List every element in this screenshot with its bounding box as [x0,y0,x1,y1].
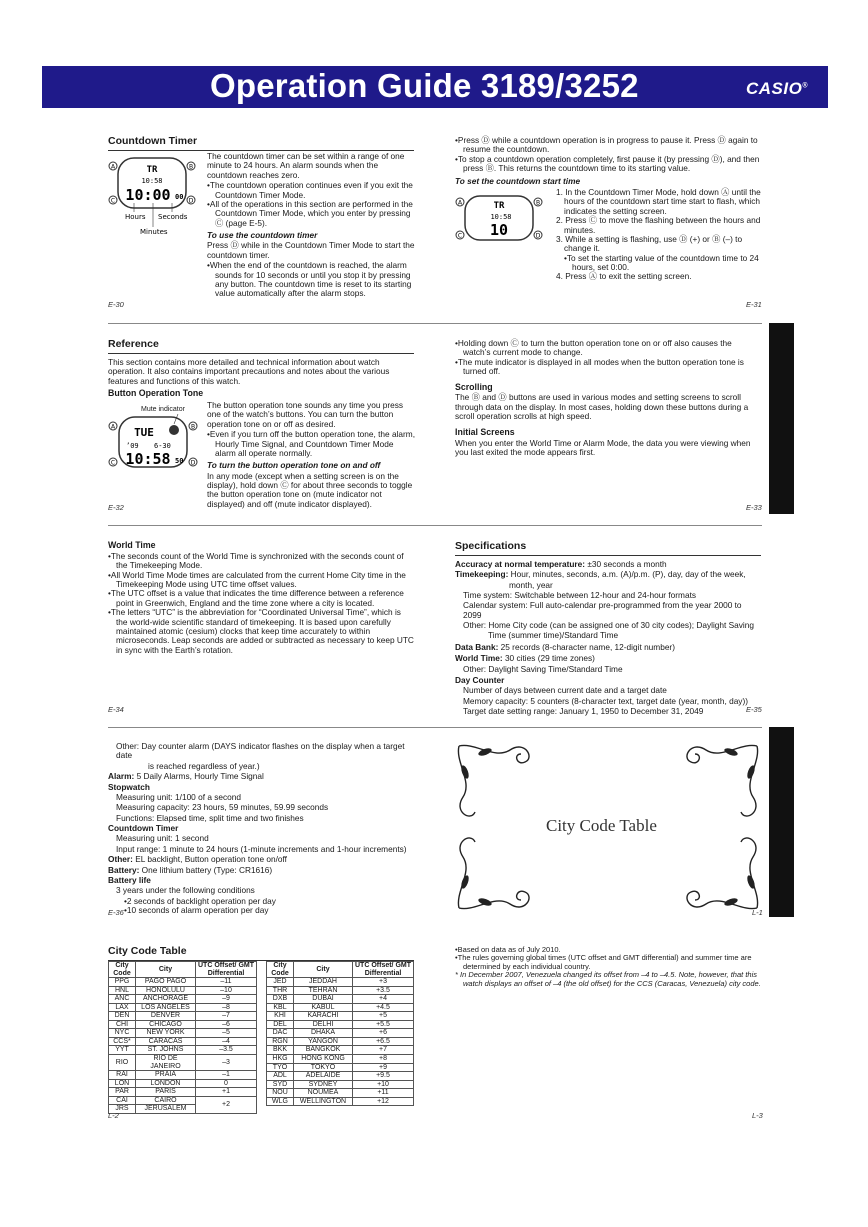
use-countdown-text: Press Ⓓ while in the Countdown Timer Mode to start the countdown timer. [207,240,415,260]
page-number: L-3 [752,1111,763,1120]
table-row [267,1046,414,1055]
svg-text:10:58: 10:58 [141,177,163,185]
brand-logo [746,79,808,98]
table-cell: WELLINGTON [294,1097,353,1106]
divider [108,727,762,728]
city-code-table-cover-title: City Code Table [546,816,657,835]
column-header: City [136,962,196,978]
reference-section [108,339,414,400]
stopwatch-line: Measuring unit: 1/100 of a second [116,791,241,802]
table-cell: RAI [109,1071,136,1080]
table-cell: CHI [109,1020,136,1029]
set-countdown-steps [556,188,762,283]
svg-text:TR: TR [493,201,505,211]
table-cell: JERUSALEM [136,1105,196,1114]
specifications-title: Specifications [455,541,761,556]
countdown-spec-line: Measuring unit: 1 second [116,833,209,844]
page-title: Operation Guide 3189/3252 [210,67,639,104]
sub-bullets [556,254,762,273]
table-row [109,1046,257,1055]
battery-life-label: Battery life [108,874,151,885]
page-number: E-36 [108,908,124,917]
list-item: • The seconds count of the World Time is synchronized with the seconds count of the Timekeeping Mode. [108,552,414,571]
alarm-value: 5 Daily Alarms, Hourly Time Signal [134,771,264,782]
brand-mark: ® [802,82,808,90]
svg-text:10:00: 10:00 [125,186,171,204]
table-cell: NYC [109,1029,136,1038]
tone-text: The button operation tone sounds any time you press one of the watch’s buttons. You can turn the button operation tone on or off as desired. [207,400,404,429]
table-row [267,978,414,987]
table-cell: CAIRO [136,1096,196,1105]
city-table-right [266,961,414,1106]
table-cell: NOUMEA [294,1089,353,1098]
city-code-table-title: City Code Table [108,946,414,961]
specifications-section [455,541,761,717]
svg-text:Seconds: Seconds [158,213,188,221]
table-cell: CAI [109,1096,136,1105]
table-row [109,995,257,1004]
table-cell: SYDNEY [294,1080,353,1089]
table-cell: THR [267,986,294,995]
specifications-continued [108,742,418,915]
page-number: E-32 [108,503,124,512]
table-cell: DAC [267,1029,294,1038]
table-cell: ADELAIDE [294,1072,353,1081]
table-cell: HONOLULU [136,986,196,995]
list-item: • All World Time Mode times are calculated from the current Home City time in the Timekeeping Mode using UTC time offset values. [108,571,414,590]
svg-text:B: B [188,163,194,171]
table-cell: KBL [267,1003,294,1012]
turn-tone-title: To turn the button operation tone on and off [207,460,381,471]
watch-mode-text: TR [146,165,158,175]
section-tab [769,323,794,514]
svg-text:D: D [190,459,196,467]
table-cell: LONDON [136,1079,196,1088]
timekeeping-label: Timekeeping: [455,569,509,580]
battery-label: Battery: [108,864,140,875]
table-row [109,1012,257,1021]
table-cell: DEN [109,1012,136,1021]
steps-list [556,188,762,254]
timekeeping-cont: month, year [509,579,553,590]
list-item: • When the end of the countdown is reached, the alarm sounds for 10 seconds or until you stop it by pressing any button. The countdown time is reset to its starting value automatically after the alarm stops. [207,261,415,299]
city-table-notes [455,946,761,989]
column-header: City [294,962,353,978]
list-item: • 10 seconds of alarm operation per day [124,906,418,915]
table-row [109,1055,257,1071]
svg-text:50: 50 [175,457,184,465]
table-row [109,1071,257,1080]
table-row [267,1089,414,1098]
svg-text:6-30: 6-30 [154,442,171,450]
countdown-intro: The countdown timer can be set within a range of one minute to 24 hours. An alarm sounds when the countdown reaches zero. [207,151,405,180]
table-cell: NOU [267,1089,294,1098]
table-row [109,1003,257,1012]
list-item: • The countdown operation continues even if you exit the Countdown Timer Mode. [207,181,415,200]
countdown-title: Countdown Timer [108,136,414,151]
table-row [267,1012,414,1021]
table-row [267,995,414,1004]
table-cell: JEDDAH [294,978,353,987]
city-table-left [108,961,257,1114]
table-cell: –4 [196,1037,257,1046]
svg-text:10:58: 10:58 [490,213,512,221]
table-row [109,1079,257,1088]
table-cell: +9 [353,1063,414,1072]
list-item: • The letters “UTC” is the abbreviation for “Coordinated Universal Time”, which is the world-wide scientific standard of timekeeping. It is based upon carefully maintained atomic (cesium) clocks that keep time accurately to within microseconds. Leap seconds are added or subtracted as necessary to keep UTC in sync with the Earth’s rotation. [108,608,414,655]
countdown-spec-line: Input range: 1 minute to 24 hours (1-minute increments and 1-hour increments) [116,843,407,854]
svg-text:00: 00 [175,193,184,201]
table-row [267,1097,414,1106]
reference-intro: This section contains more detailed and technical information about watch operation. It also contains important precautions and notes about the various features and functions of this watch. [108,356,390,386]
table-cell: PRAIA [136,1071,196,1080]
column-header: UTC Offset/ GMT Differential [196,962,257,978]
table-cell: –7 [196,1012,257,1021]
timekeeping-other: Other: Home City code (can be assigned one of 30 city codes); Daylight Saving [463,620,755,631]
calendar-system: Calendar system: Full auto-calendar pre-programmed from the year 2000 to 2099 [463,600,742,620]
column-header: City Code [109,962,136,978]
table-cell: NEW YORK [136,1029,196,1038]
table-cell: +12 [353,1097,414,1106]
page-number: E-35 [746,705,762,714]
table-cell: +6 [353,1029,414,1038]
table-cell: +4.5 [353,1003,414,1012]
table-cell: HKG [267,1055,294,1064]
world-time-section [108,541,414,655]
svg-text:D: D [535,232,541,240]
table-cell: BKK [267,1046,294,1055]
table-row [267,1037,414,1046]
countdown-set-watch-illustration [455,194,543,244]
table-cell: ANC [109,995,136,1004]
svg-text:A: A [110,163,116,171]
battery-life-bullets [108,897,418,916]
battery-life-line: 3 years under the following conditions [116,885,255,896]
step-item: 3. While a setting is flashing, use Ⓓ (+) or Ⓑ (–) to change it. [556,233,743,254]
table-cell: –3 [196,1055,257,1071]
svg-text:Hours: Hours [125,213,146,221]
table-cell: CHICAGO [136,1020,196,1029]
table-cell: +1 [196,1088,257,1097]
table-cell: +11 [353,1089,414,1098]
table-cell: RIO DE JANEIRO [136,1055,196,1071]
table-row [109,1020,257,1029]
table-cell: +5 [353,1012,414,1021]
day-counter-line: Number of days between current date and a target date [463,685,667,696]
reference-title: Reference [108,339,414,354]
table-cell: LAX [109,1003,136,1012]
countdown2-bullets [455,136,761,174]
table-cell: PAGO PAGO [136,978,196,987]
table-cell: –6 [196,1020,257,1029]
day-counter-alarm-cont: is reached regardless of year.) [148,760,260,771]
step-item: 2. Press Ⓒ to move the flashing between the hours and minutes. [556,215,761,235]
table-cell: –8 [196,1003,257,1012]
table-cell: CCS* [109,1037,136,1046]
table-cell: PPG [109,978,136,987]
divider [108,323,762,324]
list-item: • 2 seconds of backlight operation per day [124,897,418,906]
tone-title: Button Operation Tone [108,387,204,398]
table-cell: RIO [109,1055,136,1071]
table-row [267,1063,414,1072]
table-cell: TYO [267,1063,294,1072]
countdown-watch-illustration [108,154,198,240]
svg-text:10:58: 10:58 [125,450,171,468]
scrolling-text: The Ⓑ and Ⓓ buttons are used in various modes and setting screens to scroll through data on the display. In most cases, holding down these buttons during a scroll operation scrolls at high speed. [455,392,749,422]
day-counter-label: Day Counter [455,674,505,685]
table-cell: +3 [353,978,414,987]
table-cell: +7 [353,1046,414,1055]
list-item: • Holding down Ⓒ to turn the button operation tone on or off also causes the watch’s current mode to change. [455,339,761,358]
page-number: E-34 [108,705,124,714]
table-cell: JRS [109,1105,136,1114]
header-banner [42,66,828,108]
stopwatch-label: Stopwatch [108,781,150,792]
svg-text:TUE: TUE [134,426,154,439]
stopwatch-line: Functions: Elapsed time, split time and two finishes [116,812,304,823]
initial-screens-text: When you enter the World Time or Alarm Mode, the data you were viewing when you last exited the mode appears first. [455,437,751,457]
table-cell: ADL [267,1072,294,1081]
svg-text:B: B [190,423,196,431]
use-countdown-title: To use the countdown timer [207,230,318,240]
table-cell: –1 [196,1071,257,1080]
svg-text:B: B [535,199,541,207]
table-cell: PARIS [136,1088,196,1097]
countdown-bullets [207,181,415,228]
table-row [109,978,257,987]
stopwatch-line: Measuring capacity: 23 hours, 59 minutes, 59.99 seconds [116,802,329,813]
worldtime-spec-label: World Time: [455,653,503,664]
table-cell: DUBAI [294,995,353,1004]
table-cell: JED [267,978,294,987]
table-cell: YYT [109,1046,136,1055]
table-cell: DEL [267,1020,294,1029]
list-item: • Based on data as of July 2010. [455,946,761,954]
databank-value: 25 records (8-character name, 12-digit number) [498,641,675,652]
countdown-continued [455,136,761,187]
tone-body [207,401,415,510]
other-spec-label: Other: [108,854,133,865]
table-row [109,986,257,995]
table-cell: –11 [196,978,257,987]
list-item: • To set the starting value of the countdown time to 24 hours, set 0:00. [564,254,762,273]
table-cell: RGN [267,1037,294,1046]
table-cell: WLG [267,1097,294,1106]
table-row [267,1055,414,1064]
day-counter-line: Target date setting range: January 1, 1950 to December 31, 2049 [463,706,704,717]
table-cell: ANCHORAGE [136,995,196,1004]
page-number: E-33 [746,503,762,512]
accuracy-value: ±30 seconds a month [585,558,667,569]
table-cell: PAR [109,1088,136,1097]
table-cell: –5 [196,1029,257,1038]
worldtime-spec-value: 30 cities (29 time zones) [502,653,595,664]
table-cell: +5.5 [353,1020,414,1029]
set-countdown-title: To set the countdown start time [455,175,581,186]
svg-text:D: D [188,197,194,205]
table-row [267,1029,414,1038]
table-cell: LON [109,1079,136,1088]
table-cell: +9.5 [353,1072,414,1081]
reference2-bullets [455,339,761,377]
table-cell: HONG KONG [294,1055,353,1064]
accuracy-label: Accuracy at normal temperature: [455,558,586,569]
table-cell: KABUL [294,1003,353,1012]
table-cell: YANGON [294,1037,353,1046]
mute-indicator-label: Mute indicator [141,406,185,413]
page-number: E-31 [746,300,762,309]
table-row [267,1072,414,1081]
day-counter-line: Memory capacity: 5 counters (8-character text, target date (year, month, day)) [463,695,748,706]
countdown-spec-label: Countdown Timer [108,823,179,833]
table-cell: LOS ANGELES [136,1003,196,1012]
table-row [267,1020,414,1029]
table-row [267,1003,414,1012]
databank-label: Data Bank: [455,641,499,652]
table-cell: +10 [353,1080,414,1089]
svg-text:C: C [110,459,116,467]
list-item: • Press Ⓓ while a countdown operation is in progress to pause it. Press Ⓓ again to resume the countdown. [455,136,761,155]
svg-text:A: A [457,199,463,207]
divider [108,525,762,526]
turn-tone-text: In any mode (except when a setting screen is on the display), hold down Ⓒ for about three seconds to toggle the button operation tone on (mute indicator not displayed) and off (mute indicator displayed). [207,470,413,509]
initial-screens-title: Initial Screens [455,426,515,437]
table-cell: +4 [353,995,414,1004]
table-cell: TOKYO [294,1063,353,1072]
table-cell: DELHI [294,1020,353,1029]
table-cell: +8 [353,1055,414,1064]
tone-bullets [207,430,415,458]
use-countdown-bullets [207,261,415,299]
table-cell: +3.5 [353,986,414,995]
notes-bullets [455,946,761,971]
list-item: • All of the operations in this section are performed in the Countdown Timer Mode, which you enter by pressing Ⓒ (page E-5). [207,200,415,228]
countdown-body [207,152,415,299]
reference-continued [455,339,761,458]
step-item: 4. Press Ⓐ to exit the setting screen. [556,271,692,282]
timekeeping-other-cont: Time (summer time)/Standard Time [488,630,619,641]
brand-name: CASIO [745,79,803,98]
caracas-note: * In December 2007, Venezuela changed its offset from –4 to –4.5. Note, however, that this watch displays an offset of –4 (the old offset) for the CCS (Caracas, Venezuela) city code. [455,970,761,988]
svg-text:A: A [110,423,116,431]
list-item: • Even if you turn off the button operation tone, the alarm, Hourly Time Signal, and Countdown Timer Mode alarm all operate normally. [207,430,415,458]
table-cell: +6.5 [353,1037,414,1046]
table-cell: KARACHI [294,1012,353,1021]
table-row [109,1029,257,1038]
table-cell: +2 [196,1096,257,1113]
table-row [267,986,414,995]
timekeeping-value: Hour, minutes, seconds, a.m. (A)/p.m. (P), day, day of the week, [508,569,746,580]
table-cell: HNL [109,986,136,995]
alarm-label: Alarm: [108,771,135,782]
table-row [109,1037,257,1046]
table-cell: DHAKA [294,1029,353,1038]
table-cell: DXB [267,995,294,1004]
table-cell: DENVER [136,1012,196,1021]
reference-watch-illustration [108,414,200,472]
svg-text:10: 10 [489,221,509,239]
svg-text:’09: ’09 [126,442,139,450]
table-cell: BANGKOK [294,1046,353,1055]
table-cell: ST. JOHNS [136,1046,196,1055]
column-header: City Code [267,962,294,978]
column-header: UTC Offset/ GMT Differential [353,962,414,978]
page-number: L-1 [752,908,763,917]
table-cell: –3.5 [196,1046,257,1055]
day-counter-alarm: Other: Day counter alarm (DAYS indicator flashes on the display when a target date [116,741,405,761]
step-item: 1. In the Countdown Timer Mode, hold down Ⓐ until the hours of the countdown start time start to flash, which indicates the setting screen. [556,187,761,216]
svg-text:Minutes: Minutes [140,228,168,236]
page-number: E-30 [108,300,124,309]
other-spec-value: EL backlight, Button operation tone on/off [132,854,287,865]
table-cell: SYD [267,1080,294,1089]
table-cell: TEHRAN [294,986,353,995]
worldtime-spec-other: Other: Daylight Saving Time/Standard Time [463,663,623,674]
section-tab [769,727,794,917]
page-number: L-2 [108,1111,119,1120]
table-cell: –9 [196,995,257,1004]
table-cell: CARACAS [136,1037,196,1046]
list-item: • The rules governing global times (UTC offset and GMT differential) and summer time are determined by each individual country. [455,954,761,971]
battery-value: One lithium battery (Type: CR1616) [139,864,273,875]
table-cell: KHI [267,1012,294,1021]
world-time-title: World Time [108,540,156,550]
table-row [267,1080,414,1089]
world-time-bullets [108,552,414,655]
table-cell: 0 [196,1079,257,1088]
svg-text:C: C [457,232,463,240]
svg-text:C: C [110,197,116,205]
list-item: • To stop a countdown operation completely, first pause it (by pressing Ⓓ), and then press Ⓑ. This returns the countdown time to its starting value. [455,155,761,174]
table-row [109,1096,257,1105]
table-cell: –10 [196,986,257,995]
time-system: Time system: Switchable between 12-hour and 24-hour formats [463,589,697,600]
list-item: • The mute indicator is displayed in all modes when the button operation tone is turned off. [455,358,761,377]
table-row [109,1088,257,1097]
list-item: • The UTC offset is a value that indicates the time difference between a reference point in Greenwich, England and the time zone where a city is located. [108,589,414,608]
scrolling-title: Scrolling [455,381,493,392]
